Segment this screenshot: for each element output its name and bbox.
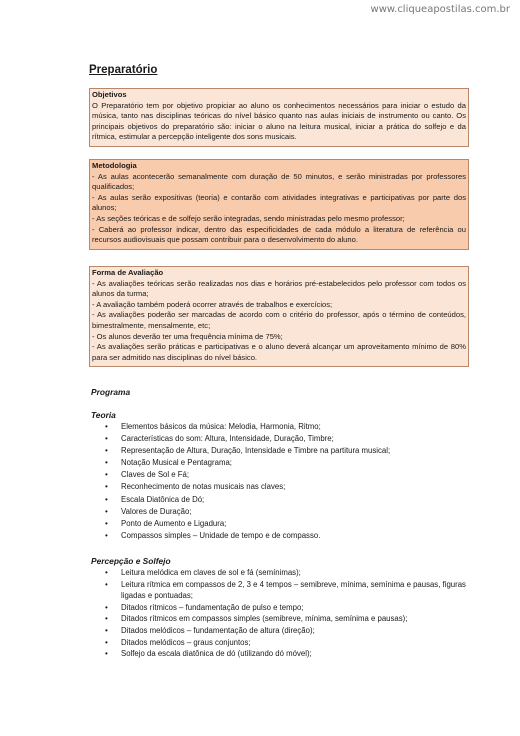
list-item-text: Características do som: Altura, Intensidade, Duração, Timbre; bbox=[121, 434, 334, 444]
list-item bbox=[89, 613, 469, 625]
metodologia-item: - As aulas acontecerão semanalmente com duração de 50 minutos, e serão ministradas por professores qualificados; bbox=[92, 171, 466, 192]
list-item bbox=[89, 494, 469, 506]
list-item-text: Representação de Altura, Duração, Intensidade e Timbre na partitura musical; bbox=[121, 446, 391, 456]
bullet-icon: • bbox=[105, 434, 108, 444]
bullet-icon: • bbox=[105, 649, 108, 659]
list-item bbox=[89, 602, 469, 614]
bullet-icon: • bbox=[105, 614, 108, 624]
list-item-text: Solfejo da escala diatônica de dó (utilizando dó móvel); bbox=[121, 649, 312, 659]
percepcao-list bbox=[89, 567, 469, 660]
bullet-icon: • bbox=[105, 579, 108, 589]
avaliacao-item: - A avaliação também poderá ocorrer através de trabalhos e exercícios; bbox=[92, 299, 333, 309]
metodologia-item: - Caberá ao professor indicar, dentro das especificidades de cada módulo a literatura de referência ou recursos audiovisuais que possam contribuir para o desenvolvimento do aluno. bbox=[92, 224, 466, 245]
teoria-heading: Teoria bbox=[91, 410, 116, 420]
list-item bbox=[89, 457, 469, 469]
objetivos-text: O Preparatório tem por objetivo propiciar ao aluno os conhecimentos necessários para iniciar o estudo da música, tanto nas disciplinas teóricas do nível básico quanto nas aulas iniciais de instrumento ou canto. Os principais objetivos do preparatório são: iniciar o aluno na leitura musical, iniciar a prática do solfejo e da rítmica, estimular a percepção inteligente dos sons musicais. bbox=[92, 100, 466, 142]
bullet-icon: • bbox=[105, 506, 108, 516]
programa-heading: Programa bbox=[91, 387, 131, 397]
list-item-text: Elementos básicos da música: Melodia, Harmonia, Ritmo; bbox=[121, 422, 321, 431]
bullet-icon: • bbox=[105, 518, 108, 528]
list-item-text: Leitura rítmica em compassos de 2, 3 e 4 tempos – semibreve, mínima, semínima e pausas, figuras ligadas e pontuadas; bbox=[121, 579, 466, 601]
avaliacao-item: - As avaliações serão práticas e participativas e o aluno deverá alcançar um aproveitamento mínimo de 80% para ser admitido nas disciplinas do nível básico. bbox=[92, 342, 466, 362]
list-item bbox=[89, 518, 469, 530]
bullet-icon: • bbox=[105, 602, 108, 612]
bullet-icon: • bbox=[105, 470, 108, 480]
list-item-text: Notação Musical e Pentagrama; bbox=[121, 458, 232, 468]
list-item-text: Ditados rítmicos em compassos simples (semibreve, mínima, semínima e pausas); bbox=[121, 614, 408, 624]
page-title: Preparatório bbox=[89, 64, 158, 76]
objetivos-box bbox=[89, 88, 469, 147]
list-item bbox=[89, 421, 469, 433]
list-item bbox=[89, 469, 469, 481]
bullet-icon: • bbox=[105, 482, 108, 492]
list-item bbox=[89, 433, 469, 445]
list-item-text: Reconhecimento de notas musicais nas claves; bbox=[121, 482, 286, 492]
metodologia-item: - As aulas serão expositivas (teoria) e contarão com atividades integrativas e participativas por parte dos alunos; bbox=[92, 192, 466, 213]
avaliacao-item: - Os alunos deverão ter uma frequência mínima de 75%; bbox=[92, 331, 283, 341]
teoria-list bbox=[89, 421, 469, 542]
bullet-icon: • bbox=[105, 625, 108, 635]
bullet-icon: • bbox=[105, 568, 108, 577]
list-item bbox=[89, 637, 469, 649]
list-item-text: Escala Diatônica de Dó; bbox=[121, 494, 205, 504]
list-item-text: Claves de Sol e Fá; bbox=[121, 470, 190, 480]
list-item-text: Ponto de Aumento e Ligadura; bbox=[121, 518, 227, 528]
list-item bbox=[89, 648, 469, 660]
avaliacao-item: - As avaliações teóricas serão realizadas nos dias e horários pré-estabelecidos pelo professor com todos os alunos da turma; bbox=[92, 278, 466, 299]
metodologia-heading: Metodologia bbox=[92, 161, 137, 170]
bullet-icon: • bbox=[105, 637, 108, 647]
list-item bbox=[89, 579, 469, 602]
list-item-text: Leitura melódica em claves de sol e fá (semínimas); bbox=[121, 568, 301, 577]
avaliacao-heading: Forma de Avaliação bbox=[92, 268, 164, 277]
list-item bbox=[89, 530, 469, 542]
bullet-icon: • bbox=[105, 530, 108, 540]
list-item bbox=[89, 481, 469, 493]
bullet-icon: • bbox=[105, 494, 108, 504]
list-item-text: Compassos simples – Unidade de tempo e de compasso. bbox=[121, 530, 321, 540]
list-item bbox=[89, 567, 469, 579]
bullet-icon: • bbox=[105, 458, 108, 468]
avaliacao-item: - As avaliações poderão ser marcadas de acordo com o critério do professor, após o término de conteúdos, bimestralmente, mensalmente, etc; bbox=[92, 310, 466, 330]
list-item bbox=[89, 625, 469, 637]
objetivos-heading: Objetivos bbox=[92, 90, 127, 99]
list-item bbox=[89, 506, 469, 518]
list-item-text: Ditados melódicos – fundamentação de altura (direção); bbox=[121, 625, 315, 635]
bullet-icon: • bbox=[105, 422, 108, 431]
percepcao-heading: Percepção e Solfejo bbox=[91, 556, 171, 566]
list-item-text: Ditados melódicos – graus conjuntos; bbox=[121, 637, 251, 647]
list-item-text: Valores de Duração; bbox=[121, 506, 192, 516]
list-item-text: Ditados rítmicos – fundamentação de pulso e tempo; bbox=[121, 602, 304, 612]
metodologia-box bbox=[89, 159, 469, 250]
avaliacao-box bbox=[89, 266, 469, 367]
bullet-icon: • bbox=[105, 446, 108, 456]
site-watermark: www.cliqueapostilas.com.br bbox=[370, 4, 510, 15]
metodologia-item: - As seções teóricas e de solfejo serão integradas, sendo ministradas pelo mesmo professor; bbox=[92, 213, 405, 223]
list-item bbox=[89, 445, 469, 457]
